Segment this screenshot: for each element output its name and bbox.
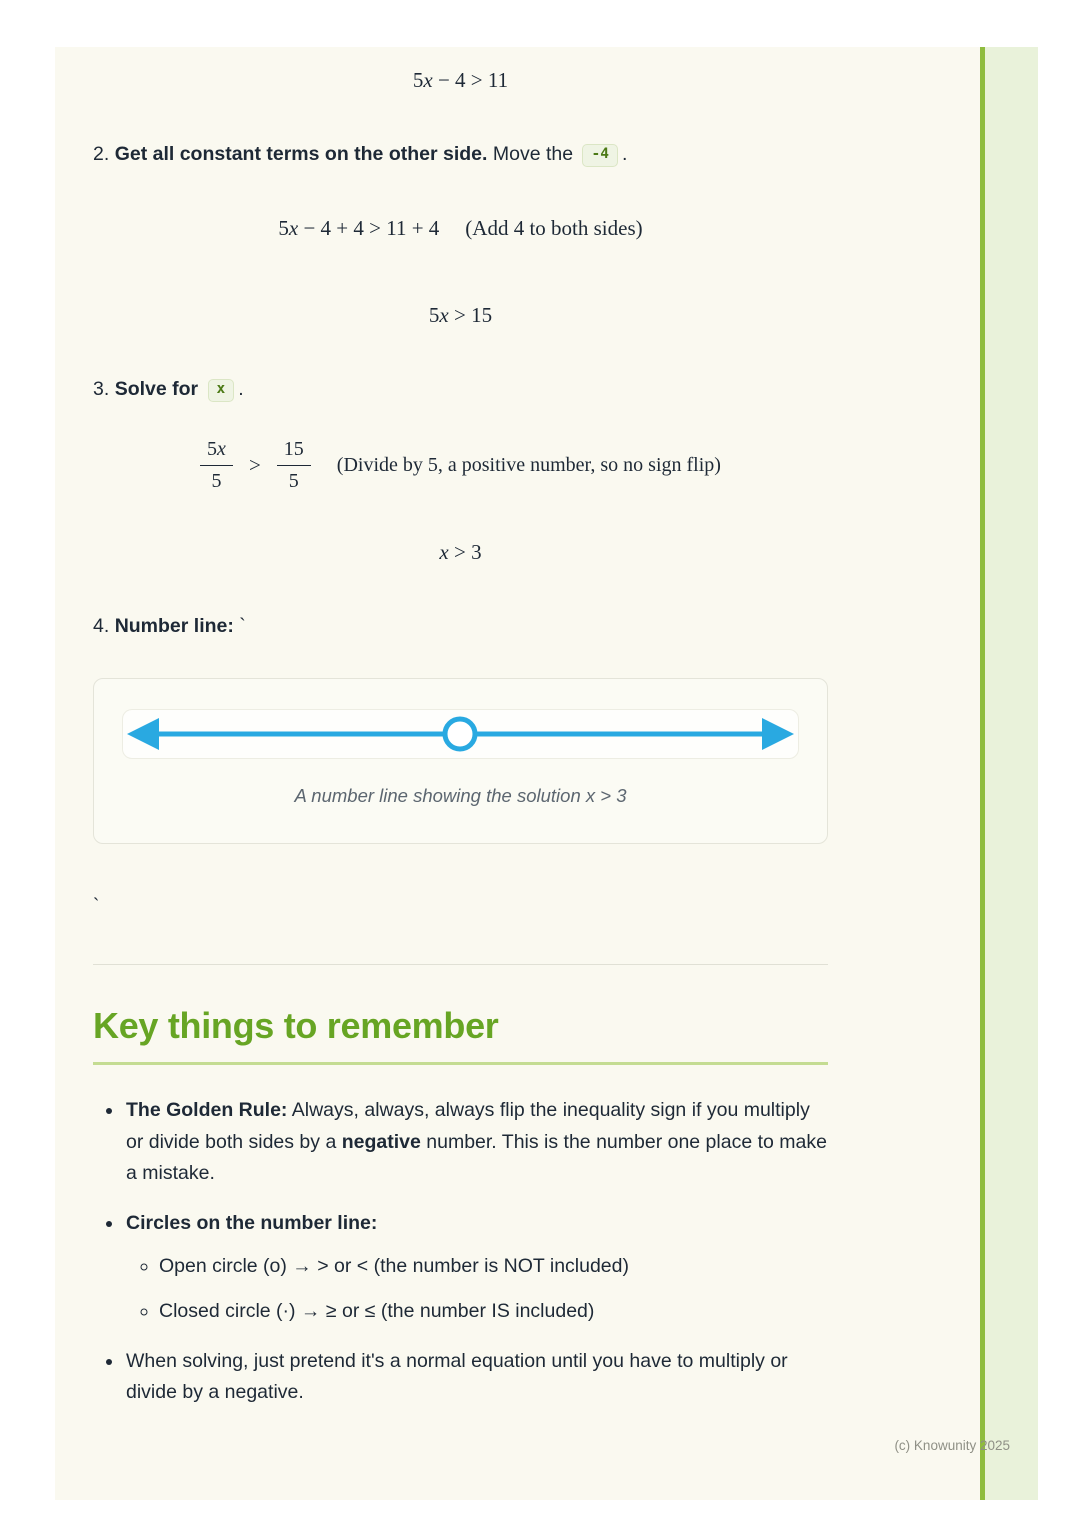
number-line-card	[93, 678, 828, 844]
equation-5x-gt-15: 5x > 15	[428, 302, 493, 327]
step-4	[93, 611, 828, 641]
step-3-bold-text: Solve for	[114, 377, 204, 400]
inline-code-minus4: -4	[582, 144, 617, 167]
fraction-right: $\frac{15}{5}$	[277, 438, 311, 493]
heading-underline	[93, 1062, 828, 1065]
sub-item-open-circle: ◦ Open circle (o) → > or < (the number is NOT included)	[159, 1251, 828, 1283]
step-4-bold-text: Number line:	[114, 615, 234, 638]
stray-backtick: `	[93, 895, 100, 917]
equation-annotation: (Divide by 5, a positive number, so no sign flip)	[336, 454, 721, 477]
equation-initial: 5x − 4 > 11	[412, 68, 509, 92]
section-heading: Key things to remember	[93, 1004, 499, 1046]
number-line-graphic	[123, 711, 798, 757]
circles-sub-list	[126, 1251, 828, 1327]
copyright-note: (c) Knowunity 2025	[894, 1438, 1010, 1453]
number-line-caption: A number line showing the solution x > 3	[294, 784, 627, 806]
list-item-golden-rule: • The Golden Rule: Always, always, always flip the inequality sign if you multiply or divide both sides by a negative number. This is the number one place to make a mistake.	[124, 1095, 828, 1190]
step-3-number: 3.	[93, 377, 110, 400]
equation-divide-both-sides	[93, 438, 828, 493]
step-2-number: 2.	[93, 143, 110, 166]
list-item-pretend-normal: • When solving, just pretend it's a normal equation until you have to multiply or divide by a negative.	[124, 1346, 828, 1409]
step-2-bold-text: Get all constant terms on the other side.	[114, 143, 488, 166]
key-points-list	[93, 1095, 828, 1409]
equation-solution: x > 3	[439, 540, 482, 565]
number-line-image-box	[122, 709, 799, 759]
inline-code-x: x	[208, 379, 235, 402]
step-4-number: 4.	[93, 615, 110, 638]
sub-item-closed-circle: ◦ Closed circle (·) → ≥ or ≤ (the number IS included)	[159, 1296, 828, 1328]
step-2	[93, 139, 828, 169]
greater-than-sign: >	[248, 453, 261, 478]
step-3-period: .	[238, 377, 244, 400]
section-divider	[93, 964, 828, 965]
list-item-circles: • Circles on the number line: ◦ Open circle (o) → > or < (the number is NOT included) ◦ Closed circle (·) → ≥ or ≤ (the number IS included)	[124, 1208, 828, 1328]
step-4-backtick: `	[233, 615, 246, 638]
document-content	[93, 47, 828, 1427]
step-2-text: Move the	[487, 143, 579, 166]
equation-annotation: (Add 4 to both sides)	[465, 216, 643, 241]
fraction-left: $\frac{5x}{5}$	[200, 438, 233, 493]
step-2-period: .	[621, 143, 628, 166]
equation-add-4: 5x − 4 + 4 > 11 + 4 (Add 4 to both sides)	[278, 216, 643, 241]
right-green-stripe	[980, 47, 1038, 1500]
step-3	[93, 374, 828, 404]
